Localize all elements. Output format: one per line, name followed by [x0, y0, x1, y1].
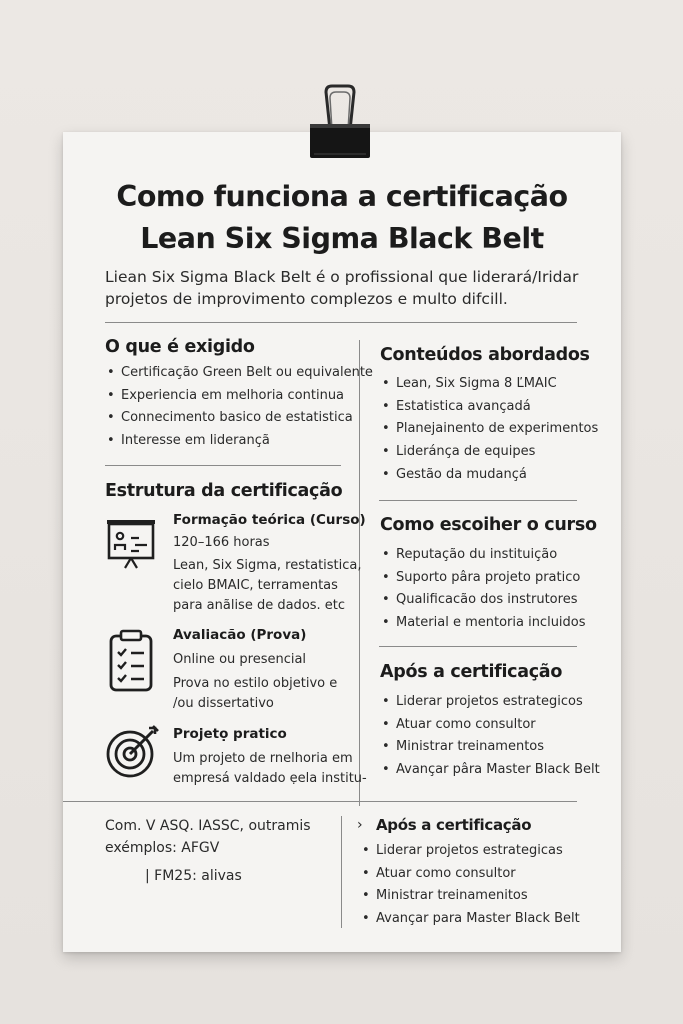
binder-clip-icon [308, 84, 372, 160]
list-item: • Lideránça de equipes [380, 441, 598, 464]
list-item: • Ministrar treinamenitos [360, 885, 580, 908]
divider-bottom [63, 801, 577, 802]
list-item: • Liderar projetos estrategicas [360, 840, 580, 863]
contents-list [380, 373, 598, 486]
choose-list [380, 544, 586, 635]
list-item: • Connecimento basico de estatistica [105, 407, 373, 430]
divider-right-1 [379, 500, 577, 501]
intro-text [105, 266, 585, 310]
footer-line: exémplos: AFGV [105, 840, 220, 856]
divider-left [105, 465, 341, 466]
project-description [173, 749, 367, 789]
title-line-2: Lean Six Sigma Black Belt [140, 222, 544, 255]
list-item: • Interesse em liderançã [105, 430, 373, 453]
list-item: • Qualificacão dos instrutores [380, 589, 586, 612]
list-item: • Ministrar treinamentos [380, 736, 600, 759]
exam-desc-line: /ou dissertativo [173, 696, 274, 711]
training-desc-line: Lean, Six Sigma, restatistica, [173, 558, 362, 573]
divider-right-2 [379, 646, 577, 647]
training-hours: 120–166 horas [173, 535, 270, 550]
footer-after-list [360, 840, 580, 931]
list-item: • Liderar projetos estrategicos [380, 691, 600, 714]
footer-divider [341, 816, 342, 928]
project-title: Projetọ pratico [173, 726, 287, 742]
training-desc-line: cielo BMAIC, terramentas [173, 578, 338, 593]
exam-description [173, 674, 337, 714]
checklist-clipboard-icon [107, 628, 157, 694]
footer-left [105, 815, 311, 887]
contents-heading: Conteúdos abordados [380, 345, 590, 365]
title-line-1: Como funciona a certificação [116, 180, 568, 213]
training-desc-line: para anãlise de dados. etc [173, 598, 346, 613]
list-item: • Estatistica avançadá [380, 396, 598, 419]
divider-top [105, 322, 577, 323]
footer-after-heading: Após a certificação [376, 816, 532, 834]
list-item: • Lean, Six Sigma 8 ĽMAIC [380, 373, 598, 396]
footer-line: Com. V ASQ. IASSC, outramis [105, 818, 311, 834]
poster-title [63, 176, 621, 260]
project-desc-line: empresá valdado ẹela institu- [173, 771, 367, 786]
training-description [173, 556, 362, 616]
list-item: • Atuar como consultor [380, 714, 600, 737]
list-item: • Gestão da mudançá [380, 464, 598, 487]
list-item: • Avançar para Master Black Belt [360, 908, 580, 931]
presentation-board-icon [105, 516, 159, 576]
choose-heading: Como escoiher o curso [380, 515, 597, 535]
list-item: • Experiencia em melhoria continua [105, 385, 373, 408]
list-item: • Planejainento de experimentos [380, 418, 598, 441]
exam-mode: Online ou presencial [173, 652, 307, 667]
exam-title: Avaliacão (Prova) [173, 627, 307, 643]
chevron-right-icon: › [357, 817, 363, 833]
list-item: • Reputação du instituição [380, 544, 586, 567]
required-list [105, 362, 373, 453]
structure-heading: Estrutura da certificação [105, 481, 343, 501]
intro-line-2: projetos de improvimento complezos e multo difcill. [105, 290, 508, 308]
list-item: • Suporto pâra projeto pratico [380, 567, 586, 590]
list-item: • Avançar pâra Master Black Belt [380, 759, 600, 782]
intro-line-1: Liean Six Sigma Black Belt é o profissional que liderará/Iridar [105, 268, 579, 286]
poster-sheet [63, 132, 621, 952]
list-item: • Atuar como consultor [360, 863, 580, 886]
exam-desc-line: Prova no estilo objetivo e [173, 676, 338, 691]
after-heading: Após a certificação [380, 662, 563, 682]
list-item: • Certificação Green Belt ou equivalente [105, 362, 373, 385]
after-list [380, 691, 600, 782]
footer-line: | FM25: alivas [145, 868, 242, 884]
training-title: Formação teórica (Curso) [173, 512, 366, 528]
target-arrow-icon [105, 724, 161, 780]
required-heading: O que é exigido [105, 337, 255, 357]
project-desc-line: Um projeto de rnelhoria em [173, 751, 353, 766]
list-item: • Material e mentoria incluidos [380, 612, 586, 635]
